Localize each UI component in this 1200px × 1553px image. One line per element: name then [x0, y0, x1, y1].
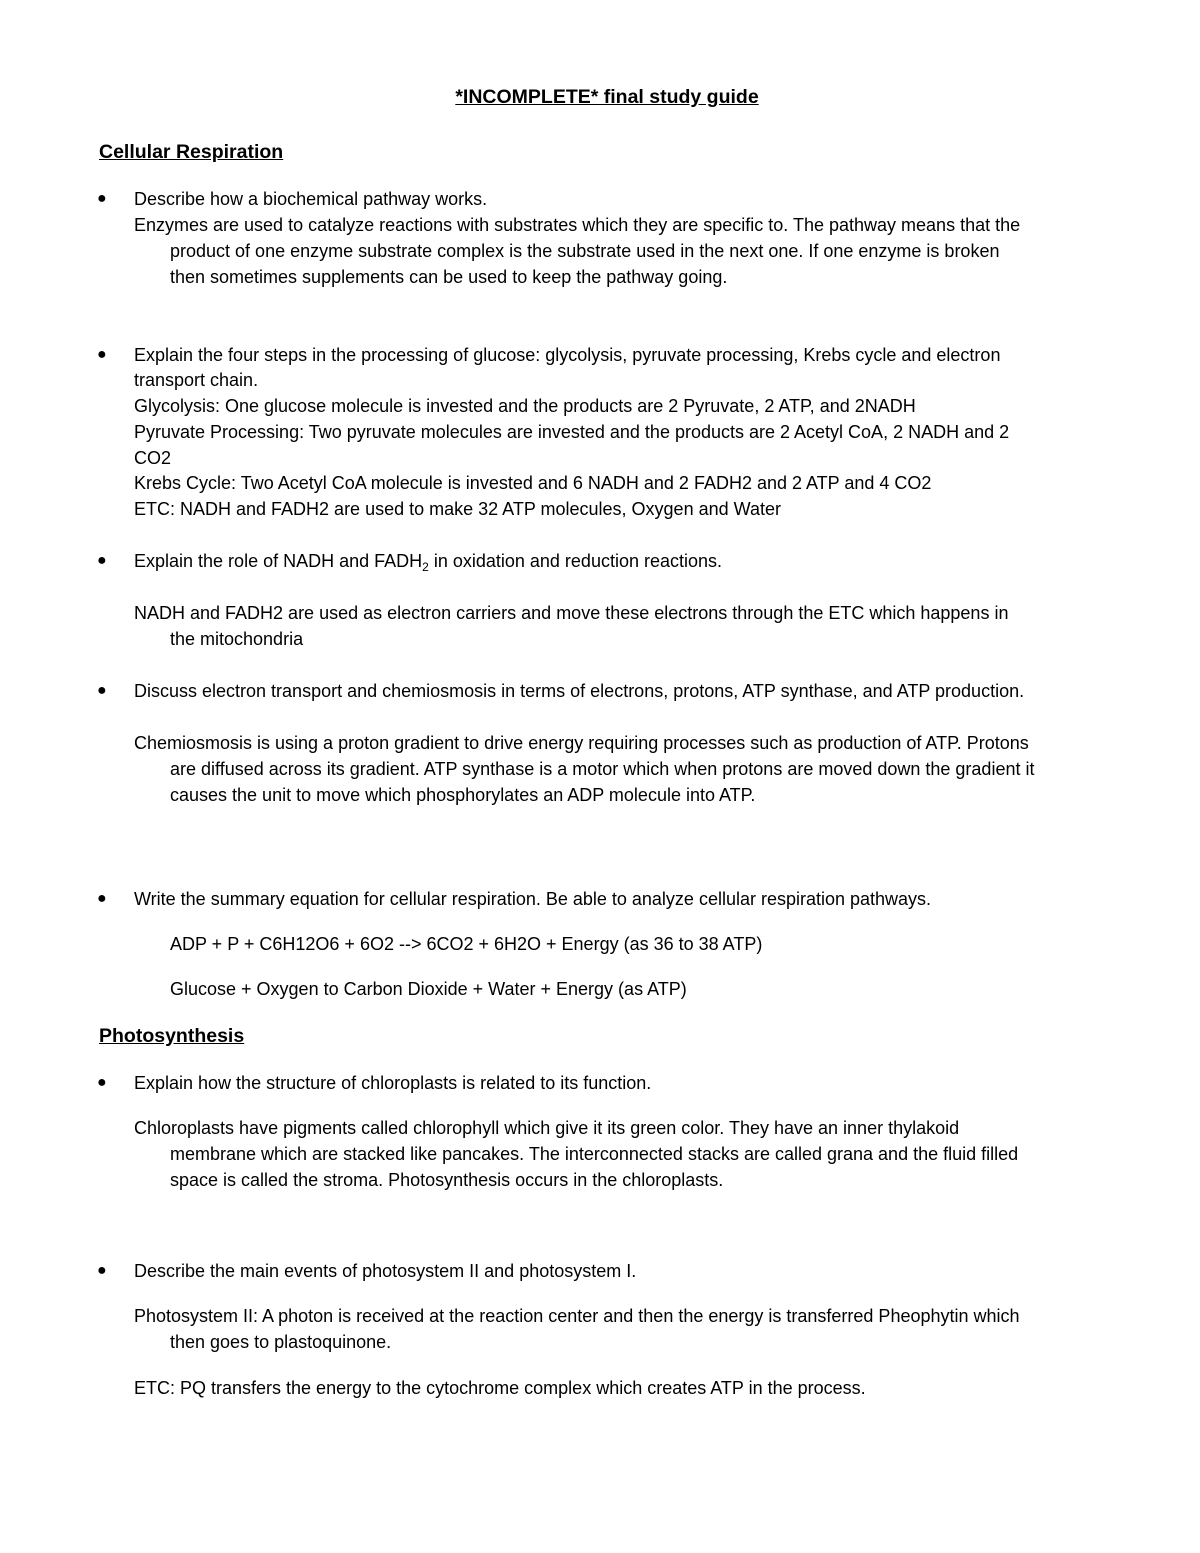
- answer-line: space is called the stroma. Photosynthesis occurs in the chloroplasts.: [170, 1170, 724, 1190]
- section-heading-photosynthesis: Photosynthesis: [99, 1025, 245, 1047]
- answer-pyruvate-processing: Pyruvate Processing: Two pyruvate molecules are invested and the products are 2 Acetyl CoA, 2 NADH and 2: [134, 422, 1010, 442]
- page-title: *INCOMPLETE* final study guide: [455, 86, 759, 108]
- question-glucose-steps: Explain the four steps in the processing of glucose: glycolysis, pyruvate processing, Krebs cycle and electron: [134, 345, 1001, 365]
- answer-line: membrane which are stacked like pancakes. The interconnected stacks are called grana and the fluid filled: [170, 1144, 1019, 1164]
- answer-etc: ETC: NADH and FADH2 are used to make 32 ATP molecules, Oxygen and Water: [134, 499, 781, 519]
- bullet-icon: ●: [97, 890, 107, 907]
- answer-line: Chemiosmosis is using a proton gradient to drive energy requiring processes such as production of ATP. Protons: [134, 733, 1029, 753]
- question-nadh-fadh2: Explain the role of NADH and $FADH_2$ in oxidation and reduction reactions.: [134, 551, 723, 574]
- answer-photosystem-ii-cont: then goes to plastoquinone.: [170, 1332, 392, 1352]
- question-glucose-steps-cont: transport chain.: [134, 370, 259, 390]
- equation-words: Glucose + Oxygen to Carbon Dioxide + Water + Energy (as ATP): [170, 979, 687, 999]
- answer-line: are diffused across its gradient. ATP synthase is a motor which when protons are moved down the gradient it: [170, 759, 1035, 779]
- bullet-icon: ●: [97, 346, 107, 363]
- answer-line: the mitochondria: [170, 629, 304, 649]
- answer-photosystem-ii: Photosystem II: A photon is received at the reaction center and then the energy is transferred Pheophytin which: [134, 1306, 1020, 1326]
- equation-chemical: ADP + P + C6H12O6 + 6O2 --> 6CO2 + 6H2O + Energy (as 36 to 38 ATP): [170, 934, 763, 954]
- bullet-icon: ●: [97, 1262, 107, 1279]
- question-electron-transport: Discuss electron transport and chemiosmosis in terms of electrons, protons, ATP synthase, and ATP production.: [134, 681, 1025, 701]
- answer-pyruvate-processing-cont: CO2: [134, 448, 172, 468]
- answer-line: then sometimes supplements can be used to keep the pathway going.: [170, 267, 728, 287]
- bullet-icon: ●: [97, 552, 107, 569]
- answer-line: product of one enzyme substrate complex is the substrate used in the next one. If one enzyme is broken: [170, 241, 1000, 261]
- answer-krebs-cycle: Krebs Cycle: Two Acetyl CoA molecule is invested and 6 NADH and 2 FADH2 and 2 ATP and 4 CO2: [134, 473, 932, 493]
- answer-line: causes the unit to move which phosphorylates an ADP molecule into ATP.: [170, 785, 756, 805]
- bullet-icon: ●: [97, 682, 107, 699]
- answer-line: NADH and FADH2 are used as electron carriers and move these electrons through the ETC which happens in: [134, 603, 1009, 623]
- question-photosystems: Describe the main events of photosystem II and photosystem I.: [134, 1261, 637, 1281]
- question-summary-equation: Write the summary equation for cellular respiration. Be able to analyze cellular respiration pathways.: [134, 889, 932, 909]
- answer-line: Enzymes are used to catalyze reactions with substrates which they are specific to. The pathway means that the: [134, 215, 1021, 235]
- answer-line: Chloroplasts have pigments called chlorophyll which give it its green color. They have an inner thylakoid: [134, 1118, 960, 1138]
- answer-etc-photosynthesis: ETC: PQ transfers the energy to the cytochrome complex which creates ATP in the process.: [134, 1378, 866, 1398]
- bullet-icon: ●: [97, 1074, 107, 1091]
- answer-glycolysis: Glycolysis: One glucose molecule is invested and the products are 2 Pyruvate, 2 ATP, and 2NADH: [134, 396, 916, 416]
- section-heading-cellular-respiration: Cellular Respiration: [99, 141, 284, 163]
- bullet-icon: ●: [97, 190, 107, 207]
- question-biochemical-pathway: Describe how a biochemical pathway works.: [134, 189, 488, 209]
- question-chloroplast-structure: Explain how the structure of chloroplasts is related to its function.: [134, 1073, 652, 1093]
